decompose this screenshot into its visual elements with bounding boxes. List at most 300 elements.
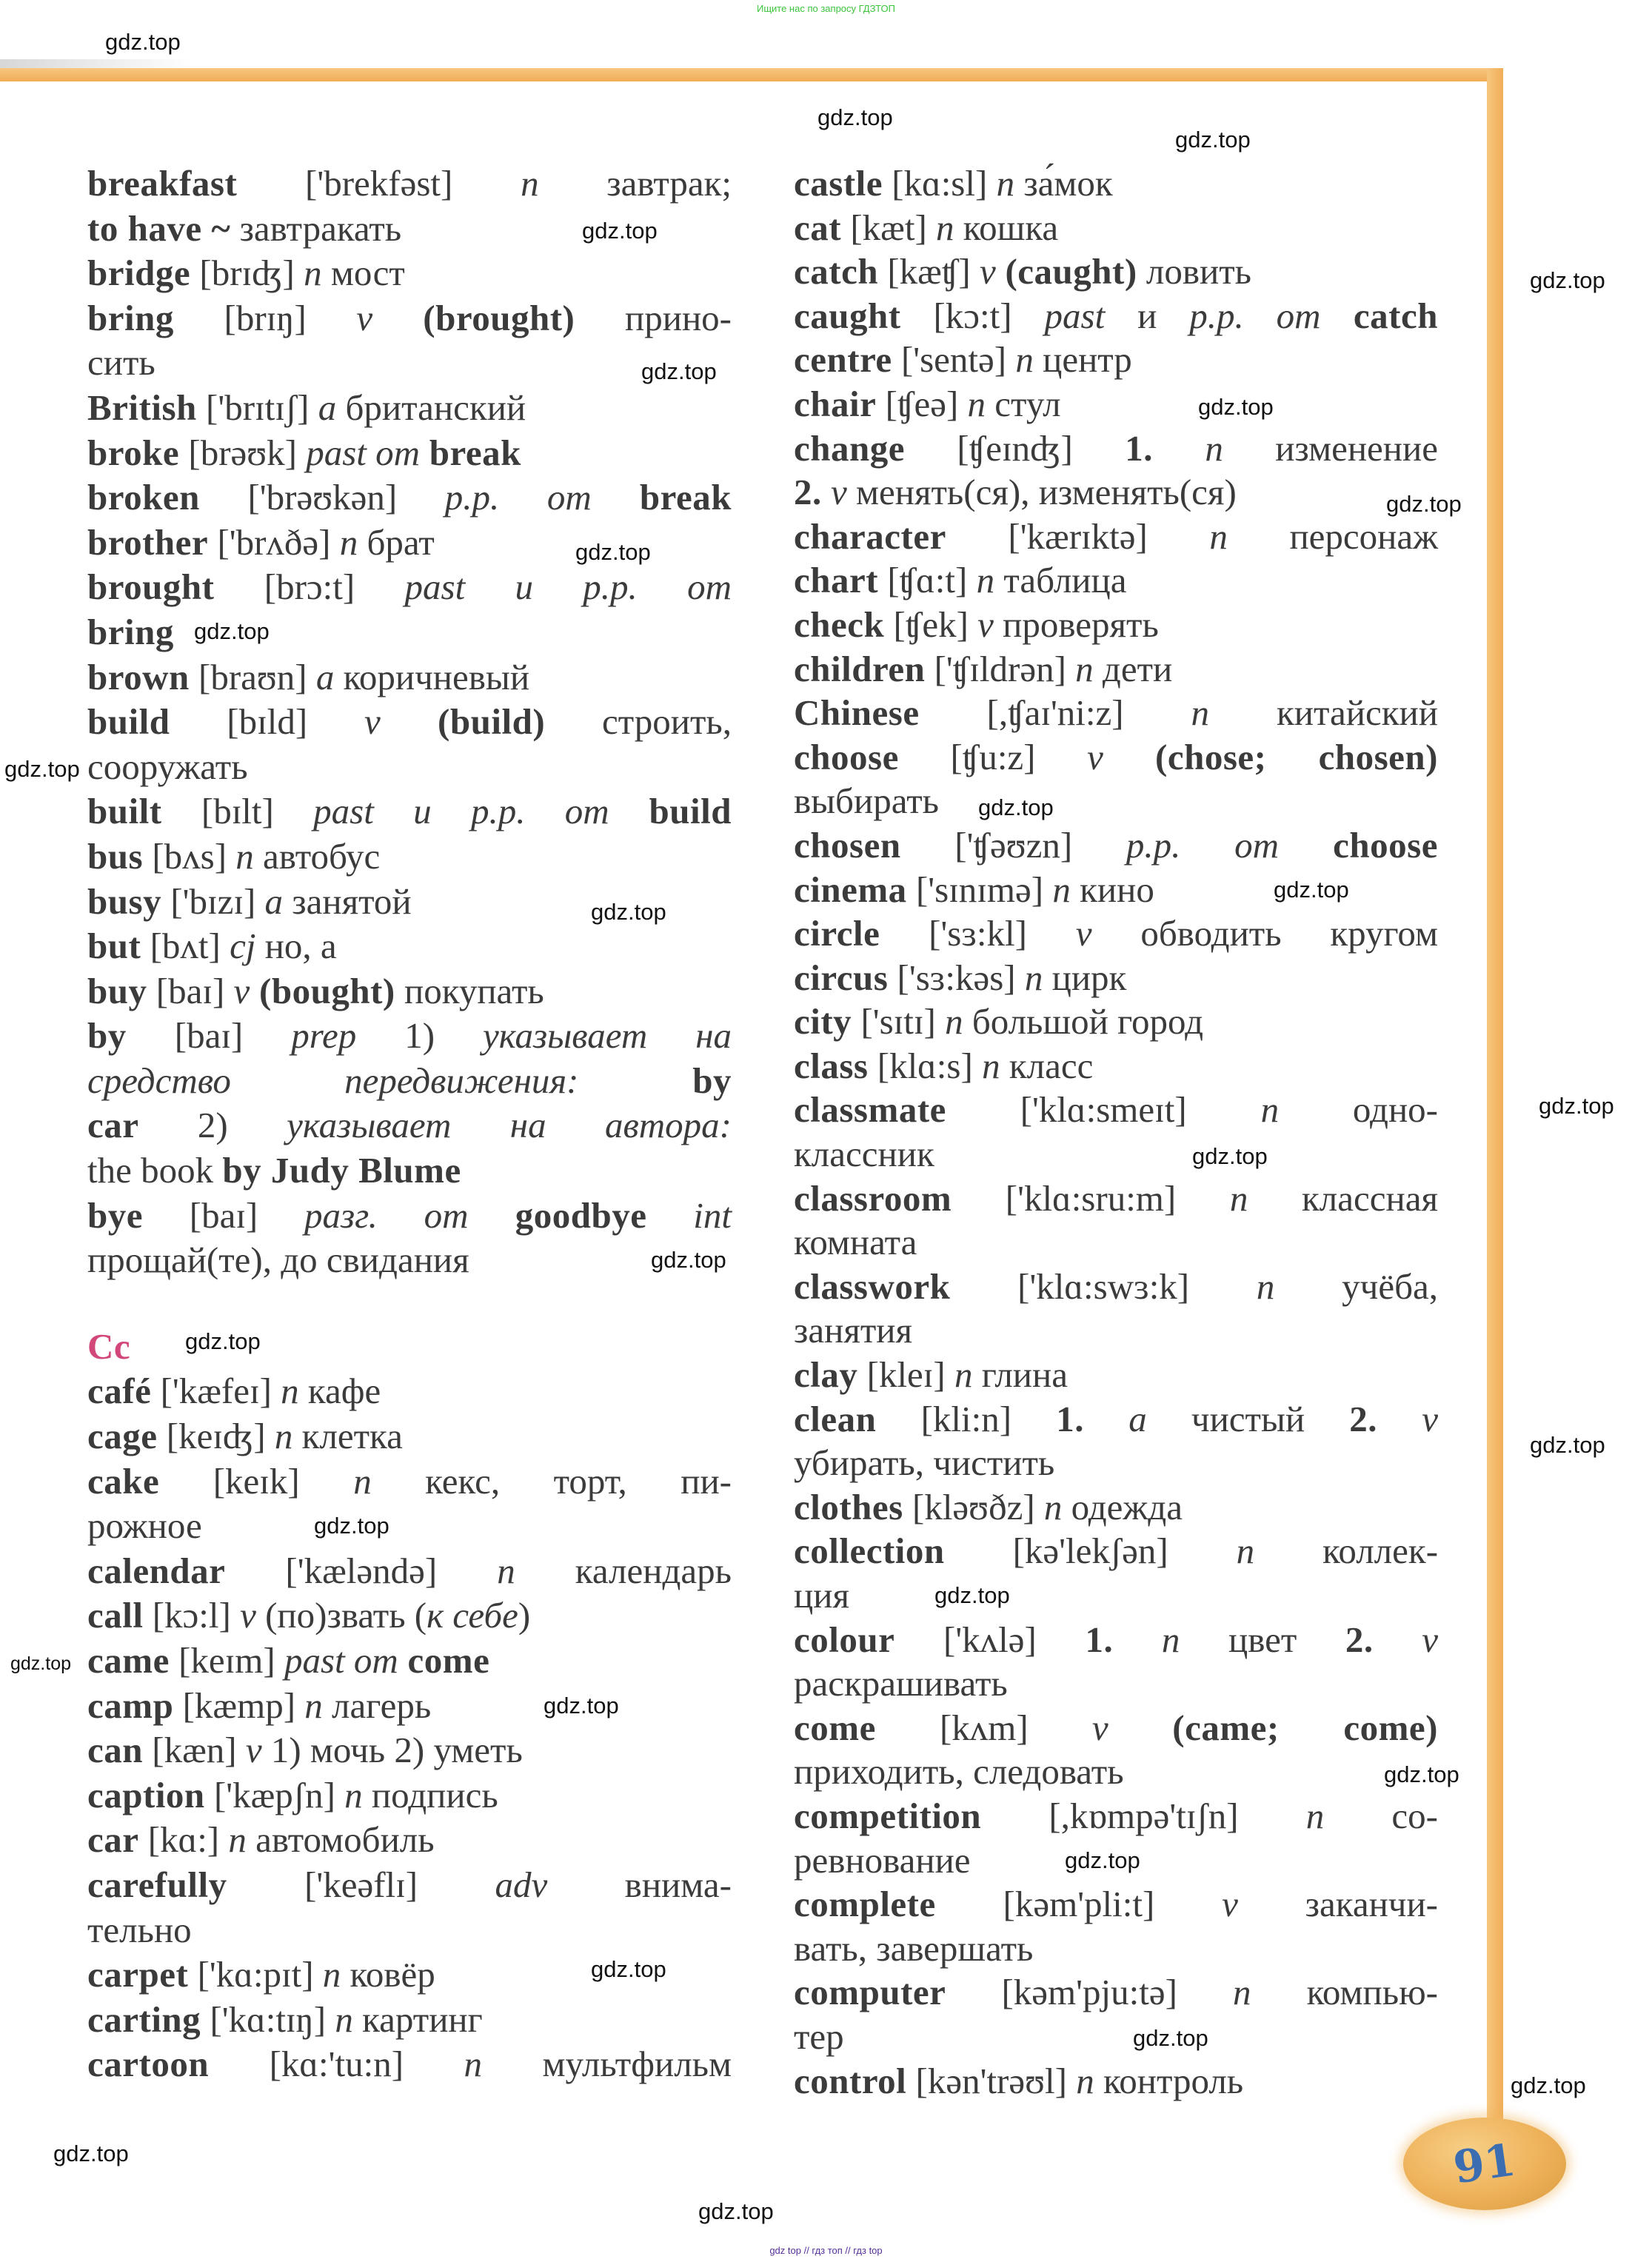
headword-text: break (420, 432, 521, 473)
headword-text: classroom (794, 1177, 952, 1219)
headword-text: city (794, 1001, 852, 1043)
entry-text: ['klɑ:sru:m] (952, 1177, 1230, 1219)
entry-text: ревнование (794, 1839, 971, 1881)
grammar-label: n (322, 1954, 341, 1995)
watermark: gdz.top (1065, 1847, 1140, 1873)
entry-text: большой город (963, 1001, 1203, 1043)
dictionary-line (87, 1684, 732, 1729)
headword-text: carefully (87, 1864, 227, 1905)
watermark: gdz.top (53, 2141, 129, 2166)
headword-text: (build) (380, 701, 546, 743)
watermark: gdz.top (591, 899, 666, 925)
entry-text: ковёр (341, 1954, 435, 1995)
entry-text: [kɑ:'tu:n] (209, 2044, 464, 2085)
headword-text: chosen (794, 824, 901, 866)
grammar-label: n (304, 1684, 323, 1726)
grammar-label: int (646, 1194, 732, 1236)
dictionary-line (87, 565, 732, 610)
entry-text: одно- (1279, 1089, 1438, 1131)
headword-text: collection (794, 1530, 945, 1572)
headword-text: (chose; chosen) (1103, 736, 1438, 777)
dictionary-line (87, 1194, 732, 1239)
headword-text: (bought) (250, 970, 395, 1011)
dictionary-line (794, 1970, 1438, 2015)
grammar-label: p.p. от (1189, 295, 1321, 336)
watermark: gdz.top (1198, 394, 1274, 420)
headword-text: complete (794, 1884, 936, 1925)
grammar-label: v (240, 1595, 256, 1636)
dictionary-line (794, 647, 1438, 692)
grammar-label: p.p. от (444, 477, 592, 518)
headword-text: come (398, 1640, 490, 1681)
grammar-label: n (1305, 1795, 1325, 1836)
dictionary-line (87, 1238, 732, 1283)
headword-text: but (87, 926, 141, 967)
entry-text: и (1105, 295, 1190, 336)
dictionary-line (794, 735, 1438, 780)
entry-text: [kləʊðz] (903, 1486, 1044, 1527)
dictionary-line (87, 1103, 732, 1148)
dictionary-line (87, 834, 732, 880)
grammar-label: cj (230, 926, 256, 967)
headword-text: chart (794, 560, 879, 601)
headword-text: check (794, 603, 885, 645)
entry-text: но, а (255, 926, 337, 967)
entry-text: коричневый (334, 656, 530, 697)
dictionary-line (87, 1728, 732, 1773)
watermark: gdz.top (978, 794, 1054, 820)
dictionary-line (87, 1059, 732, 1104)
entry-text: ['keəflɪ] (227, 1864, 495, 1905)
entry-text: вать, завершать (794, 1927, 1034, 1969)
entry-text: ['kɑ:pɪt] (188, 1954, 323, 1995)
watermark: gdz.top (1530, 267, 1605, 293)
headword-text: calendar (87, 1550, 226, 1591)
entry-text: [ʧek] (884, 603, 978, 645)
entry-text: [kɔ:t] (900, 295, 1045, 336)
dictionary-line (87, 1773, 732, 1818)
entry-text: (по)звать ( (255, 1595, 427, 1636)
headword-text: cat (794, 207, 842, 248)
entry-text: ['ʧɪldrən] (925, 648, 1076, 689)
dictionary-line (87, 789, 732, 834)
headword-text: 2. (1345, 1619, 1374, 1660)
bottom-note: gdz top // гдз топ // гдз top (769, 2245, 883, 2256)
dictionary-line (794, 1308, 1438, 1353)
grammar-label: v (356, 297, 373, 338)
headword-text: call (87, 1595, 144, 1636)
entry-text: менять(ся), изменять(ся) (846, 472, 1237, 513)
grammar-label: n (274, 1416, 293, 1457)
watermark: gdz.top (1511, 2072, 1586, 2098)
dictionary-line (87, 1863, 732, 1908)
grammar-label: v (1377, 1398, 1438, 1439)
dictionary-line (87, 745, 732, 790)
dictionary-line (87, 1593, 732, 1639)
entry-text: 2) (138, 1105, 287, 1146)
entry-text: приходить, следовать (794, 1751, 1124, 1793)
watermark: gdz.top (651, 1247, 726, 1273)
entry-text: [brɪʤ] (190, 252, 304, 294)
watermark: gdz.top (1175, 127, 1251, 153)
dictionary-line (794, 1132, 1438, 1177)
headword-text: catch (794, 251, 879, 292)
headword-text: clay (794, 1354, 858, 1396)
entry-text: цирк (1043, 957, 1127, 998)
entry-text: 1) мочь 2) уметь (261, 1730, 523, 1771)
grammar-label: n (521, 163, 539, 204)
watermark: gdz.top (582, 218, 658, 244)
watermark: gdz.top (1539, 1093, 1614, 1119)
dictionary-line (794, 1485, 1438, 1530)
watermark: gdz.top (934, 1582, 1010, 1608)
entry-text: сить (87, 342, 155, 384)
headword-text: cage (87, 1416, 158, 1457)
grammar-label: past и p.p. от (313, 791, 609, 832)
dictionary-line (794, 1088, 1438, 1132)
entry-text: выбирать (794, 780, 939, 822)
dictionary-line (794, 2059, 1438, 2104)
entry-text: [ʧeɪnʤ] (905, 427, 1126, 469)
headword-text: car (87, 1819, 139, 1861)
grammar-label: v (821, 472, 847, 513)
dictionary-line (87, 1148, 732, 1194)
entry-text: [ʧɑ:t] (878, 560, 977, 601)
grammar-label: n (945, 1001, 963, 1043)
headword-text: computer (794, 1972, 946, 2013)
dictionary-line (87, 969, 732, 1014)
entry-text: [,kɒmpə'tɪʃn] (981, 1795, 1306, 1836)
watermark: gdz.top (105, 29, 181, 55)
headword-text: can (87, 1730, 143, 1771)
headword-text: cake (87, 1460, 160, 1502)
dictionary-line (794, 1044, 1438, 1088)
entry-text: изменение (1223, 427, 1438, 469)
grammar-label: v (977, 603, 994, 645)
headword-text: control (794, 2060, 907, 2101)
entry-text: ['brekfəst] (237, 163, 521, 204)
dictionary-line (87, 386, 732, 431)
top-search-note: Ищите нас по запросу ГДЗТОП (756, 3, 895, 14)
entry-text: покупать (395, 970, 544, 1011)
watermark: gdz.top (641, 358, 717, 384)
headword-text: built (87, 791, 162, 832)
entry-text: автобус (253, 835, 381, 877)
grammar-label: n (1233, 1972, 1251, 2013)
dictionary-line (794, 382, 1438, 426)
watermark: gdz.top (1133, 2025, 1208, 2051)
entry-text: коллек- (1254, 1530, 1439, 1572)
entry-text: контроль (1094, 2060, 1244, 2101)
headword-text: cartoon (87, 2044, 210, 2085)
entry-text: [kleɪ] (857, 1354, 954, 1396)
dictionary-line (87, 700, 732, 745)
grammar-label: past от (306, 432, 421, 473)
dictionary-line (794, 1794, 1438, 1838)
entry-text: [bʌs] (143, 835, 236, 877)
grammar-label: a (318, 386, 337, 428)
watermark: gdz.top (1384, 1761, 1459, 1787)
headword-text: change (794, 427, 905, 469)
headword-text: camp (87, 1684, 174, 1726)
headword-text: 1. (1056, 1398, 1085, 1439)
entry-text: кошка (954, 207, 1059, 248)
entry-text: [kɑ:] (138, 1819, 229, 1861)
entry-text: тер (794, 2015, 844, 2057)
headword-text: carting (87, 1998, 201, 2040)
headword-text: by (578, 1060, 732, 1101)
entry-text: ['klɑ:swɜ:k] (950, 1265, 1257, 1307)
dictionary-line (87, 1459, 732, 1505)
watermark: gdz.top (544, 1693, 619, 1718)
dictionary-line (794, 1706, 1438, 1750)
grammar-label: к себе (427, 1595, 518, 1636)
entry-text: обводить кругом (1091, 913, 1438, 954)
dictionary-left-column (87, 161, 732, 2087)
entry-text: [brɪŋ] (173, 297, 357, 338)
headword-text: character (794, 515, 946, 557)
entry-text: классник (794, 1134, 934, 1175)
grammar-label: n (235, 835, 254, 877)
grammar-label: n (339, 521, 358, 563)
grammar-label: past и p.p. от (404, 566, 732, 608)
dictionary-line (87, 1818, 732, 1863)
grammar-label: v (233, 970, 250, 1011)
entry-text: занятия (794, 1310, 913, 1351)
watermark: gdz.top (194, 618, 270, 644)
entry-text: [kæn] (143, 1730, 246, 1771)
entry-text: [ʧu:z] (898, 736, 1088, 777)
headword-text: caught (794, 295, 901, 336)
grammar-label: v (1373, 1619, 1439, 1660)
dictionary-line (794, 426, 1438, 471)
dictionary-line (794, 2015, 1438, 2059)
dictionary-line (794, 1750, 1438, 1794)
grammar-label: n (1015, 339, 1034, 381)
entry-text: ['kɑ:tɪŋ] (201, 1998, 335, 2040)
entry-text: клетка (292, 1416, 403, 1457)
entry-text: сооружать (87, 746, 248, 787)
entry-text: [kən'trəʊl] (906, 2060, 1077, 2101)
headword-text: Chinese (794, 692, 920, 734)
entry-text: ['klɑ:smeɪt] (946, 1089, 1261, 1131)
headword-text: busy (87, 880, 162, 922)
grammar-label: v (1087, 736, 1103, 777)
dictionary-line (87, 2042, 732, 2087)
entry-text: строить, (545, 701, 732, 743)
entry-text: ['sentə] (892, 339, 1016, 381)
headword-text: (came; come) (1108, 1707, 1438, 1748)
entry-text: мост (321, 252, 405, 294)
entry-text: комната (794, 1222, 917, 1263)
grammar-label: n (228, 1819, 247, 1861)
entry-text: ['kæləndə] (225, 1550, 498, 1591)
headword-text: café (87, 1371, 152, 1412)
entry-text: класс (1000, 1045, 1094, 1086)
entry-text: завтрак; (538, 163, 732, 204)
headword-text: choose (794, 736, 899, 777)
headword-text: broke (87, 432, 180, 473)
grammar-label: n (335, 1998, 353, 2040)
dictionary-line (794, 470, 1438, 515)
headword-text: build (87, 701, 170, 743)
headword-text: bus (87, 835, 144, 877)
dictionary-line (794, 1618, 1438, 1662)
entry-text: [baɪ] (143, 1194, 305, 1236)
entry-text: [bɪld] (170, 701, 364, 743)
dictionary-line (87, 1504, 732, 1549)
headword-text: 1. (1125, 427, 1153, 469)
headword-text: Cc (87, 1325, 131, 1367)
headword-text: bridge (87, 252, 191, 294)
dictionary-line (87, 1549, 732, 1594)
dictionary-right-column (794, 161, 1438, 2103)
grammar-label: n (954, 1354, 973, 1396)
headword-text: centre (794, 339, 892, 381)
headword-text: by (87, 1015, 127, 1057)
entry-text: ['brʌðə] (208, 521, 340, 563)
entry-text: ['sɜ:kl] (880, 913, 1076, 954)
headword-text: car (87, 1105, 139, 1146)
headword-text: come (794, 1707, 876, 1748)
entry-text: китайский (1209, 692, 1438, 734)
entry-text: британский (336, 386, 526, 428)
dictionary-line (794, 603, 1438, 647)
dictionary-line (794, 1529, 1438, 1573)
headword-text: colour (794, 1619, 895, 1660)
dictionary-line (794, 823, 1438, 868)
entry-text: одежда (1062, 1486, 1183, 1527)
entry-text: [kæt] (841, 207, 937, 248)
grammar-label: указывает на (483, 1015, 732, 1057)
entry-text: ['brɪtɪʃ] (196, 386, 318, 428)
headword-text: clean (794, 1398, 877, 1439)
dictionary-line (87, 161, 732, 207)
headword-text: circle (794, 913, 880, 954)
grammar-label: n (936, 207, 954, 248)
headword-text: build (609, 791, 732, 832)
entry-text: ['sɪnɪmə] (906, 869, 1053, 910)
entry-text: тельно (87, 1909, 192, 1950)
entry-text: ['bɪzɪ] (161, 880, 265, 922)
entry-text: [kʌm] (875, 1707, 1092, 1748)
entry-text: [kə'lekʃən] (944, 1530, 1237, 1572)
dictionary-line (794, 161, 1438, 206)
entry-text: ) (518, 1595, 531, 1636)
headword-text: broken (87, 477, 200, 518)
grammar-label: n (353, 1460, 372, 1502)
headword-text: cinema (794, 869, 907, 910)
section-letter-heading (87, 1325, 732, 1370)
entry-text: центр (1033, 339, 1132, 381)
grammar-label: n (1256, 1265, 1275, 1307)
headword-text: castle (794, 163, 883, 204)
grammar-label: adv (495, 1864, 548, 1905)
entry-text: учёба, (1274, 1265, 1438, 1307)
grammar-label: n (976, 560, 995, 601)
dictionary-line (794, 1882, 1438, 1927)
dictionary-line (794, 779, 1438, 823)
entry-text: рожное (87, 1505, 202, 1547)
grammar-label: v (1222, 1884, 1238, 1925)
dictionary-line (87, 296, 732, 341)
entry-text: [brɔ:t] (214, 566, 405, 608)
headword-text: (brought) (372, 297, 575, 338)
dictionary-line (794, 558, 1438, 603)
dictionary-line (87, 1369, 732, 1414)
entry-text: [kəm'pju:tə] (946, 1972, 1234, 2013)
entry-text: заканчи- (1237, 1884, 1438, 1925)
entry-text: проверять (993, 603, 1159, 645)
entry-text: убирать, чистить (794, 1442, 1055, 1484)
headword-text: goodbye (468, 1194, 647, 1236)
entry-text: ['kæpʃn] (204, 1774, 345, 1815)
entry-text: цвет (1180, 1619, 1345, 1660)
entry-text: [baɪ] (147, 970, 234, 1011)
watermark: gdz.top (817, 104, 893, 130)
entry-text: ['kærɪktə] (946, 515, 1210, 557)
entry-text: завтракать (230, 207, 402, 249)
entry-text: [klɑ:s] (868, 1045, 983, 1086)
dictionary-line (794, 1397, 1438, 1442)
page-number-badge (1403, 2118, 1566, 2210)
entry-text: дети (1093, 648, 1173, 689)
watermark: gdz.top (314, 1513, 389, 1539)
dictionary-line (794, 1927, 1438, 1971)
grammar-label: v (1091, 1707, 1108, 1748)
headword-text: brother (87, 521, 209, 563)
grammar-label: указывает на автора: (287, 1105, 732, 1146)
grammar-label: n (497, 1550, 515, 1591)
headword-text: British (87, 386, 197, 428)
headword-text: to have ~ (87, 207, 231, 249)
entry-text: таблица (994, 560, 1127, 601)
entry-text: кафе (298, 1371, 381, 1412)
headword-text: 2. (1349, 1398, 1378, 1439)
headword-text: 1. (1085, 1619, 1114, 1660)
entry-text: ция (794, 1575, 849, 1616)
grammar-label: n (1043, 1486, 1063, 1527)
watermark: gdz.top (4, 756, 80, 782)
grammar-label: v (364, 701, 381, 743)
headword-text: caption (87, 1774, 205, 1815)
headword-text: competition (794, 1795, 982, 1836)
headword-text: buy (87, 970, 147, 1011)
watermark: gdz.top (1192, 1143, 1268, 1169)
entry-text: ['sɪtɪ] (852, 1001, 946, 1043)
page-number: 91 (1450, 2134, 1519, 2194)
headword-text: clothes (794, 1486, 903, 1527)
dictionary-line (87, 1414, 732, 1459)
grammar-label: n (1209, 515, 1228, 557)
dictionary-line (794, 338, 1438, 382)
entry-text: the book (87, 1150, 223, 1191)
headword-text: carpet (87, 1954, 189, 1995)
entry-text: мультфильм (482, 2044, 732, 2085)
headword-text: circus (794, 957, 889, 998)
headword-text: by Judy Blume (222, 1150, 461, 1191)
entry-text: 1) (356, 1015, 484, 1057)
dictionary-line (87, 1014, 732, 1059)
entry-text: ловить (1137, 251, 1251, 292)
page-frame-top (0, 68, 1503, 81)
entry-text: кино (1070, 869, 1154, 910)
dictionary-line (794, 1441, 1438, 1485)
grammar-label: a (264, 880, 284, 922)
entry-text: автомобиль (246, 1819, 435, 1861)
grammar-label: n (1229, 1177, 1248, 1219)
headword-text: came (87, 1640, 170, 1681)
